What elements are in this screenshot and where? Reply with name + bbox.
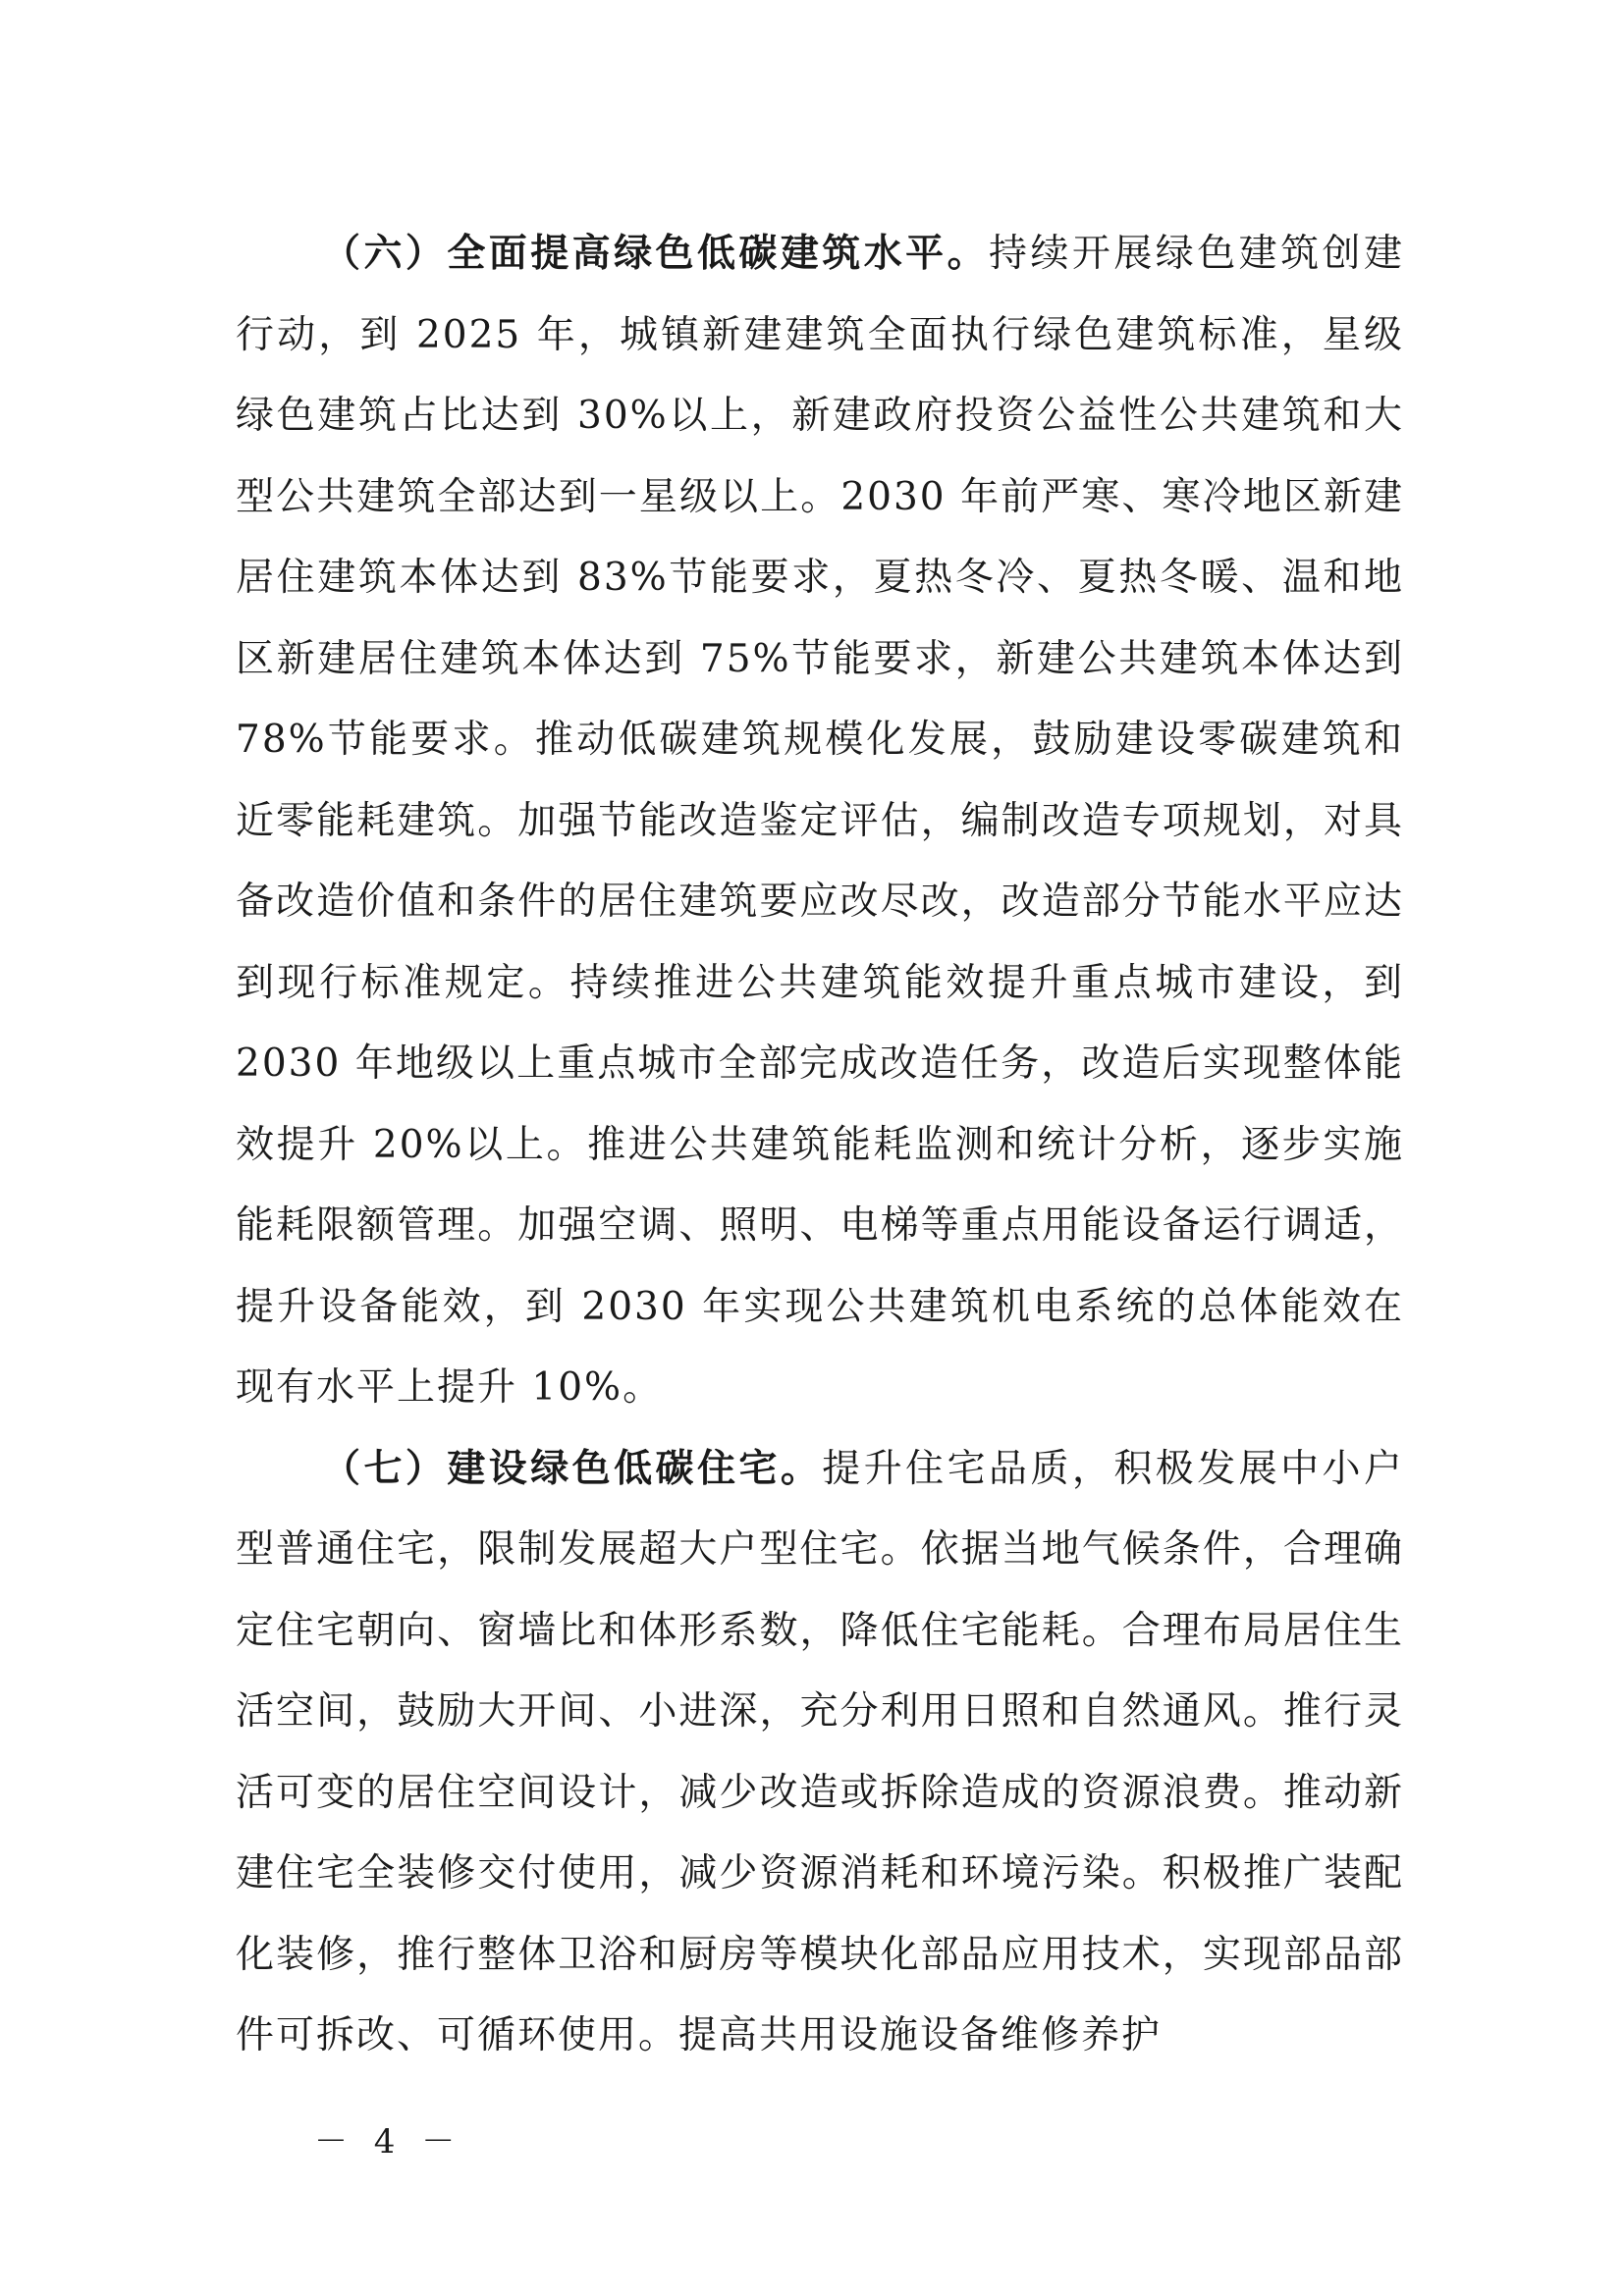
page-number: － 4 － (314, 2122, 463, 2162)
paragraph-seven-heading: （七）建设绿色低碳住宅。 (322, 1446, 823, 1491)
paragraph-seven (236, 1429, 1404, 2077)
paragraph-six (236, 214, 1404, 1429)
document-body (236, 214, 1404, 2077)
paragraph-six-body: 持续开展绿色建筑创建行动，到 2025 年，城镇新建建筑全面执行绿色建筑标准，星级绿色建筑占比达到 30%以上，新建政府投资公益性公共建筑和大型公共建筑全部达到一星级以上。2030 年前严寒、寒冷地区新建居住建筑本体达到 83%节能要求，夏热冬冷、夏热冬暖、温和地区新建居住建筑本体达到 75%节能要求，新建公共建筑本体达到 78%节能要求。推动低碳建筑规模化发展，鼓励建设零碳建筑和近零能耗建筑。加强节能改造鉴定评估，编制改造专项规划，对具备改造价值和条件的居住建筑要应改尽改，改造部分节能水平应达到现行标准规定。持续推进公共建筑能效提升重点城市建设，到 2030 年地级以上重点城市全部完成改造任务，改造后实现整体能效提升 20%以上。推进公共建筑能耗监测和统计分析，逐步实施能耗限额管理。加强空调、照明、电梯等重点用能设备运行调适，提升设备能效，到 2030 年实现公共建筑机电系统的总体能效在现有水平上提升 10%。 (236, 232, 1404, 1410)
paragraph-seven-body: 提升住宅品质，积极发展中小户型普通住宅，限制发展超大户型住宅。依据当地气候条件，合理确定住宅朝向、窗墙比和体形系数，降低住宅能耗。合理布局居住生活空间，鼓励大开间、小进深，充分利用日照和自然通风。推行灵活可变的居住空间设计，减少改造或拆除造成的资源浪费。推动新建住宅全装修交付使用，减少资源消耗和环境污染。积极推广装配化装修，推行整体卫浴和厨房等模块化部品应用技术，实现部品部件可拆改、可循环使用。提高共用设施设备维修养护 (236, 1446, 1404, 2057)
paragraph-six-heading: （六）全面提高绿色低碳建筑水平。 (322, 232, 990, 276)
